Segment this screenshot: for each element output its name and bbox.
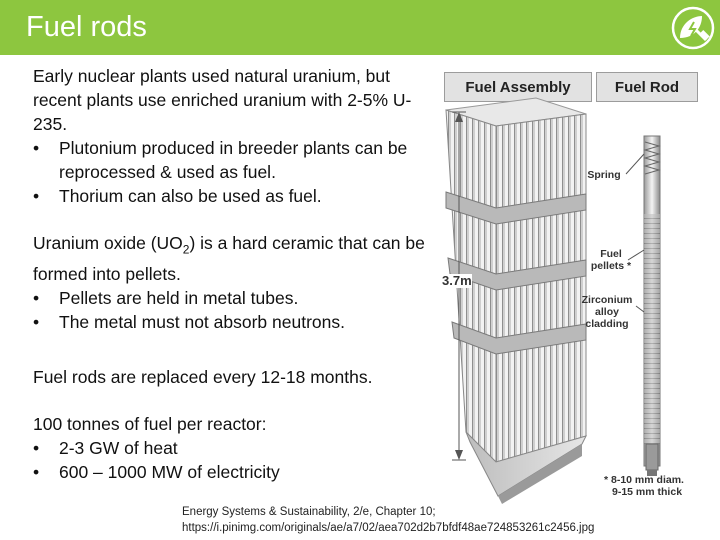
fuel-rod-label: Fuel Rod bbox=[596, 72, 698, 102]
bullet-plutonium: • Plutonium produced in breeder plants can be reprocessed & used as fuel. bbox=[33, 138, 408, 182]
title-bar bbox=[0, 0, 720, 55]
fuel-assembly-label: Fuel Assembly bbox=[444, 72, 592, 102]
green-energy-plug-icon bbox=[666, 2, 718, 54]
paragraph-uranium-oxide: Uranium oxide $(UO_2)$ is a hard ceramic that can be formed into pellets. bbox=[33, 233, 425, 284]
source-caption bbox=[182, 504, 594, 536]
paragraph-replacement: Fuel rods are replaced every 12-18 months. bbox=[33, 366, 373, 387]
rod-dimension-note: * 8-10 mm diam. 9-15 mm thick bbox=[604, 474, 684, 498]
fuel-assembly-illustration bbox=[432, 64, 720, 504]
zirconium-cladding-label: Zirconium alloy cladding bbox=[581, 294, 633, 330]
bullet-electricity: • 600 – 1000 MW of electricity bbox=[33, 461, 280, 482]
slide-title: Fuel rods bbox=[26, 11, 147, 43]
caption-book: Energy Systems & Sustainability, 2/e, Chapter 10; bbox=[182, 506, 436, 518]
slide-body bbox=[33, 64, 443, 484]
paragraph-enrichment: Early nuclear plants used natural uranium, but recent plants use enriched uranium with 2-5% U-235. bbox=[33, 66, 412, 134]
spring-label: Spring bbox=[587, 169, 621, 181]
caption-url: https://i.pinimg.com/originals/ae/a7/02/aea702d2b7bfdf48ae724853261c2456.jpg bbox=[182, 522, 595, 534]
height-label: 3.7m bbox=[442, 273, 472, 288]
bullet-thorium: • Thorium can also be used as fuel. bbox=[33, 186, 322, 206]
fuel-pellets-label: Fuel pellets * bbox=[590, 248, 632, 272]
paragraph-tonnes: 100 tonnes of fuel per reactor: bbox=[33, 413, 267, 434]
bullet-heat: • 2-3 GW of heat bbox=[33, 437, 178, 458]
fuel-assembly-figure bbox=[432, 64, 720, 504]
bullet-metal: • The metal must not absorb neutrons. bbox=[33, 311, 345, 332]
bullet-pellets: • Pellets are held in metal tubes. bbox=[33, 287, 299, 308]
